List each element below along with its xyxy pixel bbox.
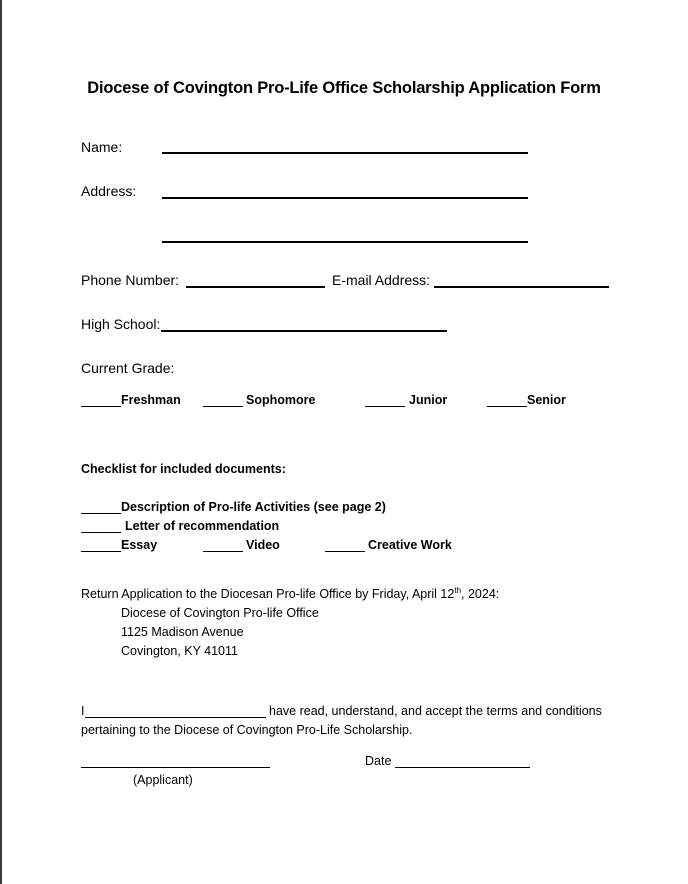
checklist-heading: Checklist for included documents: (81, 462, 286, 476)
grade-sophomore-blank[interactable] (203, 406, 243, 407)
date-field-line[interactable] (395, 767, 530, 768)
checklist-description-label: Description of Pro-life Activities (see page 2) (121, 500, 386, 514)
current-grade-label: Current Grade: (81, 360, 175, 376)
email-field-line[interactable] (434, 286, 609, 288)
grade-senior-label: Senior (527, 393, 566, 407)
page-left-edge (0, 0, 2, 884)
form-title: Diocese of Covington Pro-Life Office Scholarship Application Form (87, 79, 601, 97)
name-label: Name: (81, 139, 123, 155)
return-intro-sup: th (454, 585, 462, 595)
grade-sophomore-label: Sophomore (246, 393, 316, 407)
address-label: Address: (81, 183, 137, 199)
applicant-signature-line[interactable] (81, 767, 270, 768)
date-label: Date (365, 754, 392, 768)
grade-freshman-blank[interactable] (81, 406, 121, 407)
email-label: E-mail Address: (332, 272, 431, 288)
checklist-letter-blank[interactable] (81, 532, 121, 533)
return-address-line-3: Covington, KY 41011 (121, 644, 238, 658)
return-address-line-2: 1125 Madison Avenue (121, 625, 244, 639)
phone-label: Phone Number: (81, 272, 180, 288)
agreement-line-1: have read, understand, and accept the terms and conditions (269, 704, 602, 718)
checklist-creative-blank[interactable] (325, 551, 365, 552)
agreement-name-blank[interactable] (85, 717, 266, 718)
address-field-line-2[interactable] (162, 241, 528, 243)
checklist-creative-label: Creative Work (368, 538, 452, 552)
phone-field-line[interactable] (186, 286, 325, 288)
high-school-label: High School: (81, 316, 161, 332)
return-instructions (81, 587, 499, 601)
address-field-line-1[interactable] (162, 197, 528, 199)
checklist-video-label: Video (246, 538, 280, 552)
checklist-essay-blank[interactable] (81, 551, 121, 552)
high-school-field-line[interactable] (161, 330, 447, 332)
checklist-video-blank[interactable] (203, 551, 243, 552)
grade-junior-blank[interactable] (365, 406, 405, 407)
grade-junior-label: Junior (409, 393, 448, 407)
grade-freshman-label: Freshman (121, 393, 181, 407)
checklist-essay-label: Essay (121, 538, 158, 552)
name-field-line[interactable] (162, 152, 528, 154)
checklist-description-blank[interactable] (81, 513, 121, 514)
return-intro: Return Application to the Diocesan Pro-life Office by Friday, April 12 (81, 587, 455, 601)
return-address-line-1: Diocese of Covington Pro-life Office (121, 606, 319, 620)
checklist-letter-label: Letter of recommendation (125, 519, 280, 533)
agreement-prefix: I (81, 704, 85, 718)
applicant-label: (Applicant) (133, 773, 193, 787)
return-intro-end: , 2024: (461, 587, 500, 601)
agreement-line-2: pertaining to the Diocese of Covington Pro-Life Scholarship. (81, 723, 413, 737)
grade-senior-blank[interactable] (487, 406, 527, 407)
